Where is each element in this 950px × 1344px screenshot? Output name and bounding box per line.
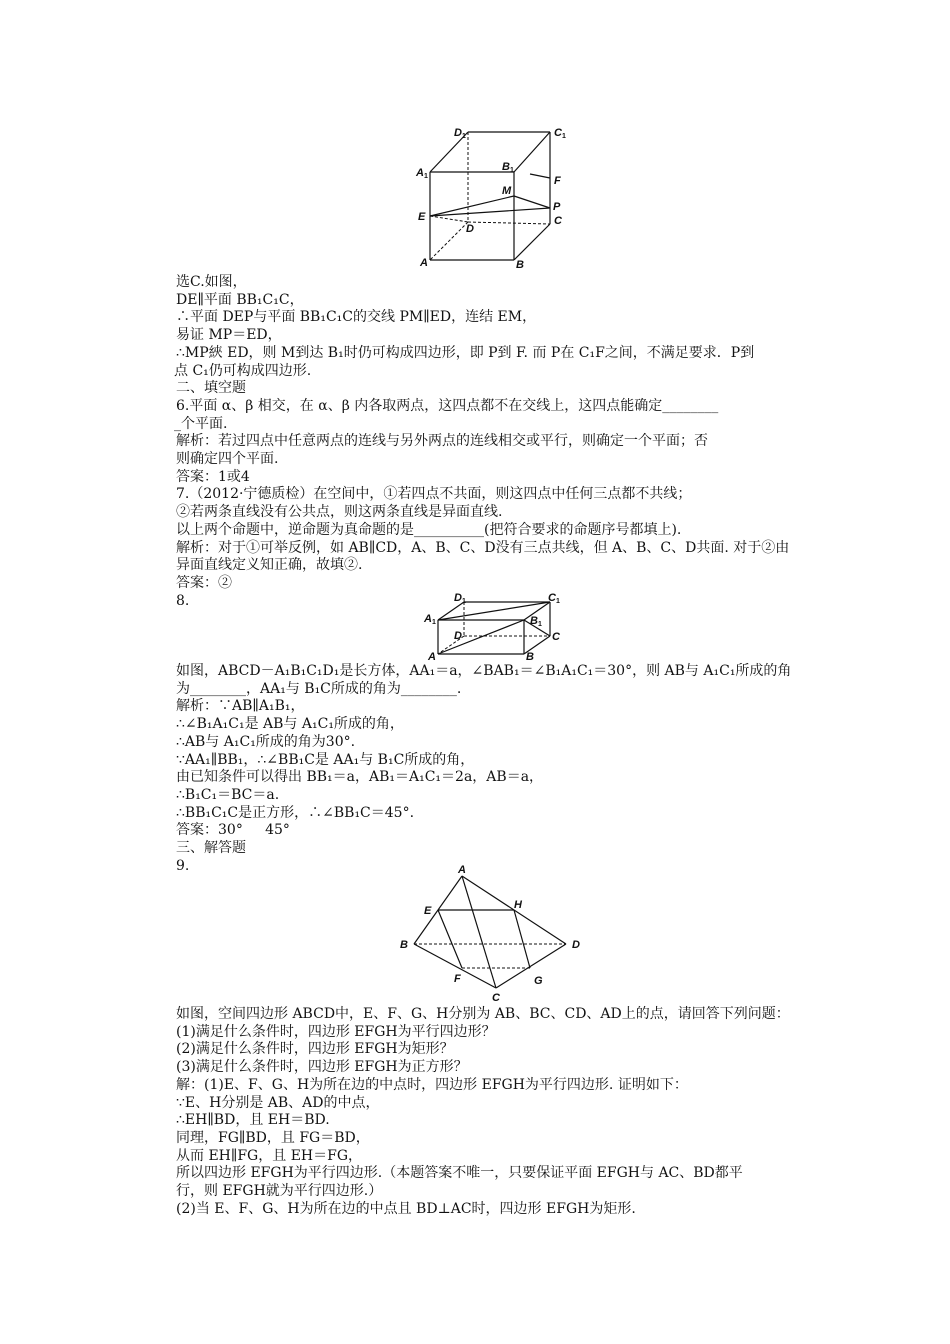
text-line: 异面直线定义知正确，故填②. <box>176 557 363 574</box>
label-D: D <box>466 223 474 235</box>
label3-G: G <box>534 975 543 987</box>
figure-tetra <box>396 862 586 1002</box>
text-line: 所以四边形 EFGH为平行四边形.（本题答案不唯一，只要保证平面 EFGH与 AC、BD都平 <box>176 1165 743 1182</box>
text-line: 行，则 EFGH就为平行四边形.） <box>176 1183 383 1200</box>
question-9-number: 9. <box>176 857 190 874</box>
label-F: F <box>554 175 561 187</box>
text-line: ∴平面 DEP与平面 BB₁C₁C的交线 PM∥ED，连结 EM， <box>176 309 537 326</box>
svg-text:1: 1 <box>432 619 436 626</box>
svg-text:1: 1 <box>462 133 466 140</box>
label-P: P <box>553 201 561 213</box>
text-line: 解析：若过四点中任意两点的连线与另外两点的连线相交或平行，则确定一个平面；否 <box>176 433 708 450</box>
answer-7: 答案：② <box>176 574 232 591</box>
label3-C: C <box>492 992 500 1002</box>
section-heading: 二、填空题 <box>176 380 246 397</box>
text-line: ∴BB₁C₁C是正方形，∴∠BB₁C＝45°. <box>176 804 415 821</box>
text-block-3 <box>176 1006 806 1218</box>
text-line: ②若两条直线没有公共点，则这两条直线是异面直线. <box>176 504 503 521</box>
label2-D: D <box>454 630 462 642</box>
svg-text:1: 1 <box>562 133 566 140</box>
text-line: ∵AA₁∥BB₁，∴∠BB₁C是 AA₁与 B₁C所成的角， <box>176 751 475 768</box>
label3-B: B <box>400 939 408 951</box>
svg-text:1: 1 <box>462 598 466 605</box>
label3-A: A <box>458 864 466 876</box>
text-line: 选C.如图， <box>176 274 247 290</box>
text-line: ∴MP綊 ED，则 M到达 B₁时仍可构成四边形，即 P到 F. 而 P在 C₁F之间，不满足要求．P到 <box>176 344 755 361</box>
label-M: M <box>502 185 512 197</box>
label-C1: C <box>554 127 562 139</box>
question-6: 6.平面 α、β 相交，在 α、β 内各取两点，这四点都不在交线上，这四点能确定________ <box>176 397 719 414</box>
text-line: (2)满足什么条件时，四边形 EFGH为矩形？ <box>176 1041 454 1058</box>
label-C: C <box>554 215 562 227</box>
answer-8: 答案：30° 45° <box>176 822 290 839</box>
label2-C1: C <box>548 592 556 604</box>
text-line: ∵E、H分别是 AB、AD的中点， <box>176 1094 380 1111</box>
text-line: 点 C₁仍可构成四边形. <box>174 362 312 379</box>
svg-text:1: 1 <box>556 598 560 605</box>
svg-text:1: 1 <box>510 167 514 174</box>
label2-A1: A <box>424 613 432 625</box>
text-line: DE∥平面 BB₁C₁C， <box>176 291 304 308</box>
label-A: A <box>420 257 428 269</box>
section-heading: 三、解答题 <box>176 840 246 857</box>
question-7: 7.（2012·宁德质检）在空间中，①若四点不共面，则这四点中任何三点都不共线； <box>176 486 692 503</box>
question-8: 如图，ABCD－A₁B₁C₁D₁是长方体，AA₁＝a，∠BAB₁＝∠B₁A₁C₁＝30°，则 AB与 A₁C₁所成的角 <box>176 663 792 679</box>
text-line: ∴AB与 A₁C₁所成的角为30°. <box>176 733 356 750</box>
text-line: 解析：∵AB∥A₁B₁， <box>176 698 305 715</box>
text-line: 由已知条件可以得出 BB₁＝a，AB₁＝A₁C₁＝2a，AB＝a， <box>176 769 544 786</box>
label2-B1: B <box>530 615 538 627</box>
label3-D: D <box>572 939 580 951</box>
text-line: 为________，AA₁与 B₁C所成的角为________. <box>176 680 462 697</box>
text-line: 以上两个命题中，逆命题为真命题的是__________(把符合要求的命题序号都填上). <box>176 521 682 538</box>
text-line: 从而 EH∥FG，且 EH＝FG， <box>176 1147 363 1164</box>
question-9: 如图，空间四边形 ABCD中，E、F、G、H分别为 AB、BC、CD、AD上的点，请回答下列问题： <box>176 1006 790 1022</box>
label-E: E <box>418 211 426 223</box>
answer-6: 答案：1或4 <box>176 468 250 485</box>
text-line: _个平面. <box>174 415 228 432</box>
label-B1: B <box>502 161 510 173</box>
text-line: (2)当 E、F、G、H为所在边的中点且 BD⊥AC时，四边形 EFGH为矩形. <box>176 1200 636 1217</box>
label-D1: D <box>454 127 462 139</box>
text-block-2 <box>176 663 806 875</box>
text-line: ∴∠B₁A₁C₁是 AB与 A₁C₁所成的角， <box>176 716 404 733</box>
text-line: (3)满足什么条件时，四边形 EFGH为正方形？ <box>176 1059 468 1076</box>
label2-D1: D <box>454 592 462 604</box>
text-line: 则确定四个平面. <box>176 451 279 468</box>
text-line: (1)满足什么条件时，四边形 EFGH为平行四边形？ <box>176 1023 496 1040</box>
text-line: ∴EH∥BD，且 EH＝BD. <box>176 1112 330 1129</box>
text-block-1 <box>176 274 806 610</box>
svg-text:1: 1 <box>424 173 428 180</box>
label2-C: C <box>552 631 560 643</box>
label-B: B <box>516 259 524 270</box>
label3-E: E <box>424 905 432 917</box>
text-line: 易证 MP＝ED， <box>176 327 282 344</box>
label3-F: F <box>454 973 461 985</box>
label2-B: B <box>526 651 534 662</box>
label3-H: H <box>514 899 522 911</box>
label2-A: A <box>428 651 436 662</box>
text-line: 同理，FG∥BD，且 FG＝BD， <box>176 1129 370 1146</box>
label-A1: A <box>416 167 424 179</box>
text-line: ∴B₁C₁＝BC＝a. <box>176 786 280 803</box>
text-line: 解析：对于①可举反例，如 AB∥CD，A、B、C、D没有三点共线，但 A、B、C、D共面. 对于②由 <box>176 539 790 556</box>
question-8-number: 8. <box>176 592 190 609</box>
svg-text:1: 1 <box>538 621 542 628</box>
text-line: 解：(1)E、F、G、H为所在边的中点时，四边形 EFGH为平行四边形. 证明如下： <box>176 1076 688 1093</box>
figure-cube <box>412 124 572 270</box>
